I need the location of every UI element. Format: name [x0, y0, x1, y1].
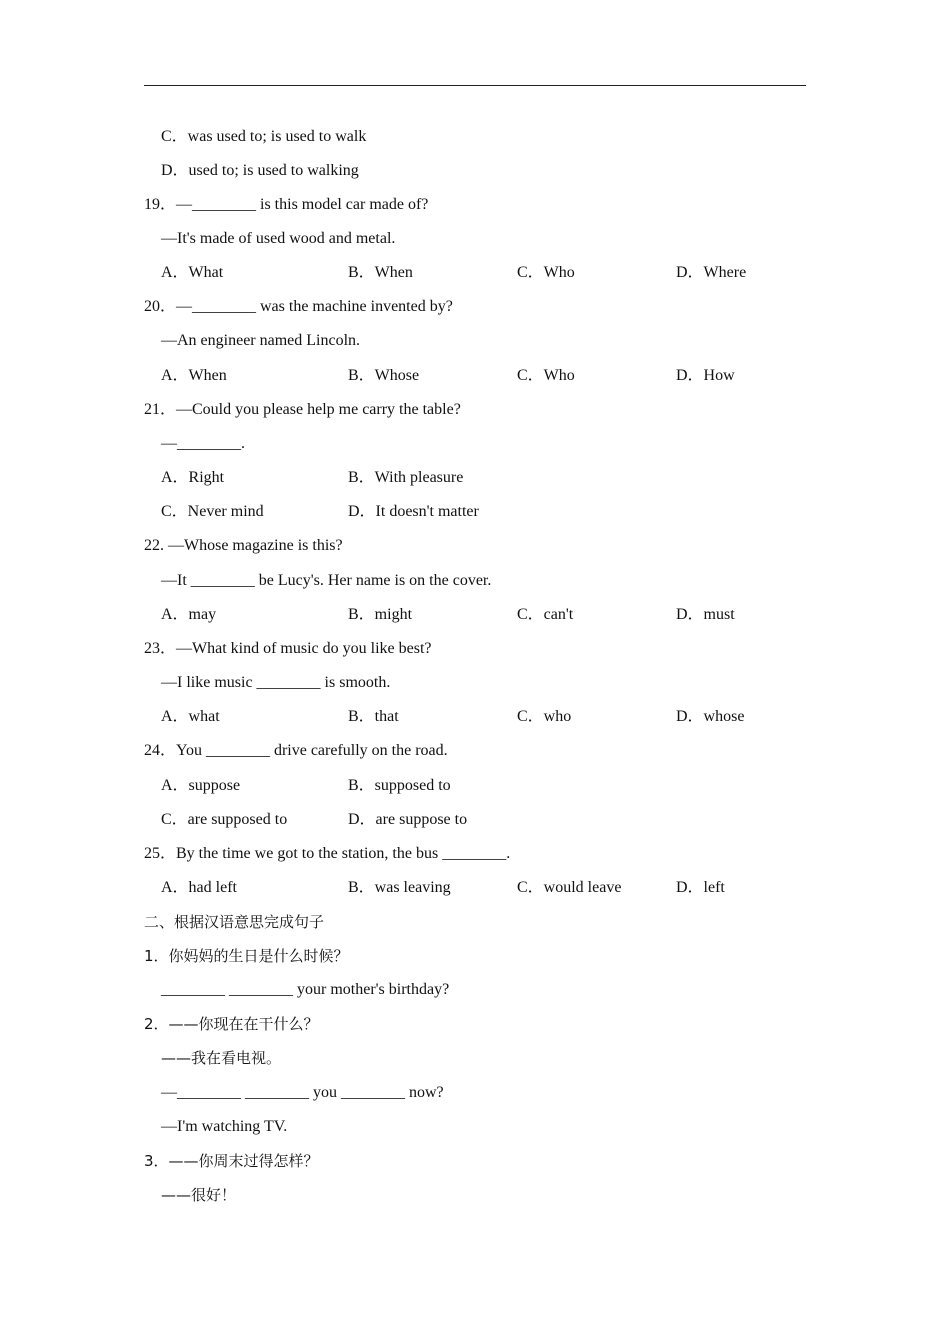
- q18-option-c: C．was used to; is used to walk: [161, 128, 367, 145]
- question-23: 23．—What kind of music do you like best?: [144, 640, 432, 657]
- q25-option-c: C．would leave: [517, 879, 622, 896]
- q20-option-a: A．When: [161, 367, 227, 384]
- sentence-3-reply: ——很好！: [161, 1186, 237, 1204]
- q21-option-a: A．Right: [161, 469, 225, 486]
- question-21: 21．—Could you please help me carry the table?: [144, 401, 461, 418]
- q19-option-b: B．When: [348, 264, 413, 281]
- q25-option-a: A．had left: [161, 879, 237, 896]
- q20-option-b: B．Whose: [348, 367, 420, 384]
- sentence-1-prompt: 1．你妈妈的生日是什么时候？: [144, 947, 349, 965]
- section-2-heading: 二、根据汉语意思完成句子: [144, 913, 325, 931]
- q22-option-a: A．may: [161, 606, 217, 623]
- q24-option-b: B．supposed to: [348, 777, 451, 794]
- question-22-answer: —It ________ be Lucy's. Her name is on the cover.: [161, 572, 492, 589]
- question-20: 20．—________ was the machine invented by?: [144, 298, 453, 315]
- question-22: 22. —Whose magazine is this?: [144, 537, 343, 554]
- question-24: 24．You ________ drive carefully on the road.: [144, 742, 448, 759]
- q20-option-c: C．Who: [517, 367, 575, 384]
- question-21-answer: —________.: [161, 435, 245, 452]
- q24-option-a: A．suppose: [161, 777, 241, 794]
- q25-option-d: D．left: [676, 879, 725, 896]
- q25-option-b: B．was leaving: [348, 879, 451, 896]
- q24-option-c: C．are supposed to: [161, 811, 288, 828]
- question-23-answer: —I like music ________ is smooth.: [161, 674, 391, 691]
- q23-option-b: B．that: [348, 708, 399, 725]
- q22-option-c: C．can't: [517, 606, 574, 623]
- q23-option-a: A．what: [161, 708, 220, 725]
- q20-option-d: D．How: [676, 367, 735, 384]
- q23-option-d: D．whose: [676, 708, 745, 725]
- question-25: 25．By the time we got to the station, the bus ________.: [144, 845, 511, 862]
- q21-option-c: C．Never mind: [161, 503, 264, 520]
- question-19-answer: —It's made of used wood and metal.: [161, 230, 396, 247]
- q23-option-c: C．who: [517, 708, 572, 725]
- q19-option-a: A．What: [161, 264, 224, 281]
- q21-option-d: D．It doesn't matter: [348, 503, 479, 520]
- q18-option-d: D．used to; is used to walking: [161, 162, 359, 179]
- q19-option-d: D．Where: [676, 264, 747, 281]
- q22-option-b: B．might: [348, 606, 413, 623]
- question-19: 19．—________ is this model car made of?: [144, 196, 429, 213]
- q22-option-d: D．must: [676, 606, 735, 623]
- sentence-2-reply: ——我在看电视。: [161, 1049, 282, 1067]
- q21-option-b: B．With pleasure: [348, 469, 464, 486]
- q19-option-c: C．Who: [517, 264, 575, 281]
- question-20-answer: —An engineer named Lincoln.: [161, 332, 361, 349]
- sentence-2-answer: —I'm watching TV.: [161, 1118, 288, 1135]
- header-rule: [144, 85, 806, 86]
- sentence-3-prompt: 3．——你周末过得怎样？: [144, 1152, 319, 1170]
- q24-option-d: D．are suppose to: [348, 811, 468, 828]
- sentence-2-blank: —________ ________ you ________ now?: [161, 1084, 444, 1101]
- sentence-2-prompt: 2．——你现在在干什么？: [144, 1015, 319, 1033]
- sentence-1-blank: ________ ________ your mother's birthday?: [161, 981, 450, 998]
